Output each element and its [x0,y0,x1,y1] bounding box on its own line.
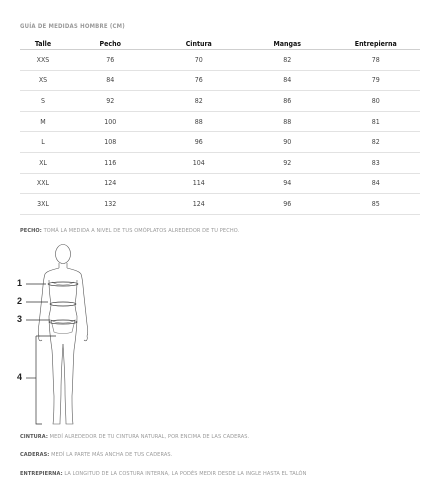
table-cell: 92 [243,152,332,173]
table-row [20,173,420,194]
table-cell: 82 [332,132,421,153]
table-cell: 78 [332,50,421,71]
table-cell: 80 [332,91,421,112]
table-header-row [20,38,420,50]
table-cell: 70 [155,50,244,71]
table-cell: 85 [332,194,421,215]
note-cintura [20,434,249,440]
table-cell: XXL [20,173,66,194]
table-cell: 76 [66,50,155,71]
table-row [20,132,420,153]
header-cintura: Cintura [155,38,244,50]
table-cell: 94 [243,173,332,194]
table-cell: 84 [332,173,421,194]
table-cell: 3XL [20,194,66,215]
header-pecho: Pecho [66,38,155,50]
table-cell: 79 [332,70,421,91]
note-pecho-label: PECHO: [20,228,42,234]
table-row [20,50,420,71]
note-caderas [20,452,172,458]
table-cell: M [20,111,66,132]
note-pecho [20,228,239,234]
table-row [20,152,420,173]
table-cell: 90 [243,132,332,153]
note-caderas-label: CADERAS: [20,452,50,458]
note-cintura-label: CINTURA: [20,434,48,440]
table-cell: 92 [66,91,155,112]
table-cell: 96 [155,132,244,153]
table-row [20,70,420,91]
table-cell: 104 [155,152,244,173]
table-cell: S [20,91,66,112]
table-cell: 88 [243,111,332,132]
note-entrepierna [20,471,306,477]
table-cell: 82 [243,50,332,71]
table-cell: 86 [243,91,332,112]
table-row [20,194,420,215]
table-row [20,111,420,132]
marker-1: 1 [17,278,23,288]
table-cell: 100 [66,111,155,132]
table-cell: 108 [66,132,155,153]
note-entrepierna-label: ENTREPIERNA: [20,471,63,477]
table-cell: 124 [155,194,244,215]
table-cell: 96 [243,194,332,215]
note-cintura-text: MEDÍ ALREDEDOR DE TU CINTURA NATURAL, POR ENCIMA DE LAS CADERAS. [47,434,250,440]
note-pecho-text: TOMÁ LA MEDIDA A NIVEL DE TUS OMÓPLATOS ALREDEDOR DE TU PECHO. [41,228,240,234]
note-entrepierna-text: LA LONGITUD DE LA COSTURA INTERNA, LA PODÉS MEDIR DESDE LA INGLE HASTA EL TALÓN [62,471,307,477]
table-cell: 83 [332,152,421,173]
marker-3: 3 [17,314,23,324]
header-mangas: Mangas [243,38,332,50]
table-cell: XS [20,70,66,91]
size-guide-title: GUÍA DE MEDIDAS HOMBRE (CM) [20,23,125,30]
table-cell: 81 [332,111,421,132]
body-figure-svg [16,240,126,432]
table-cell: 132 [66,194,155,215]
table-cell: 84 [66,70,155,91]
size-table [20,38,420,215]
table-cell: XXS [20,50,66,71]
table-cell: 82 [155,91,244,112]
table-row [20,91,420,112]
marker-2: 2 [17,296,23,306]
marker-4: 4 [17,372,23,382]
table-cell: 84 [243,70,332,91]
table-cell: 88 [155,111,244,132]
header-entrepierna: Entrepierna [332,38,421,50]
note-caderas-text: MEDÍ LA PARTE MÁS ANCHA DE TUS CADERAS. [49,452,173,458]
table-cell: 124 [66,173,155,194]
table-cell: 116 [66,152,155,173]
table-cell: L [20,132,66,153]
header-talle: Talle [20,38,66,50]
table-cell: XL [20,152,66,173]
body-measurement-figure-icon [16,240,126,432]
table-cell: 114 [155,173,244,194]
table-cell: 76 [155,70,244,91]
